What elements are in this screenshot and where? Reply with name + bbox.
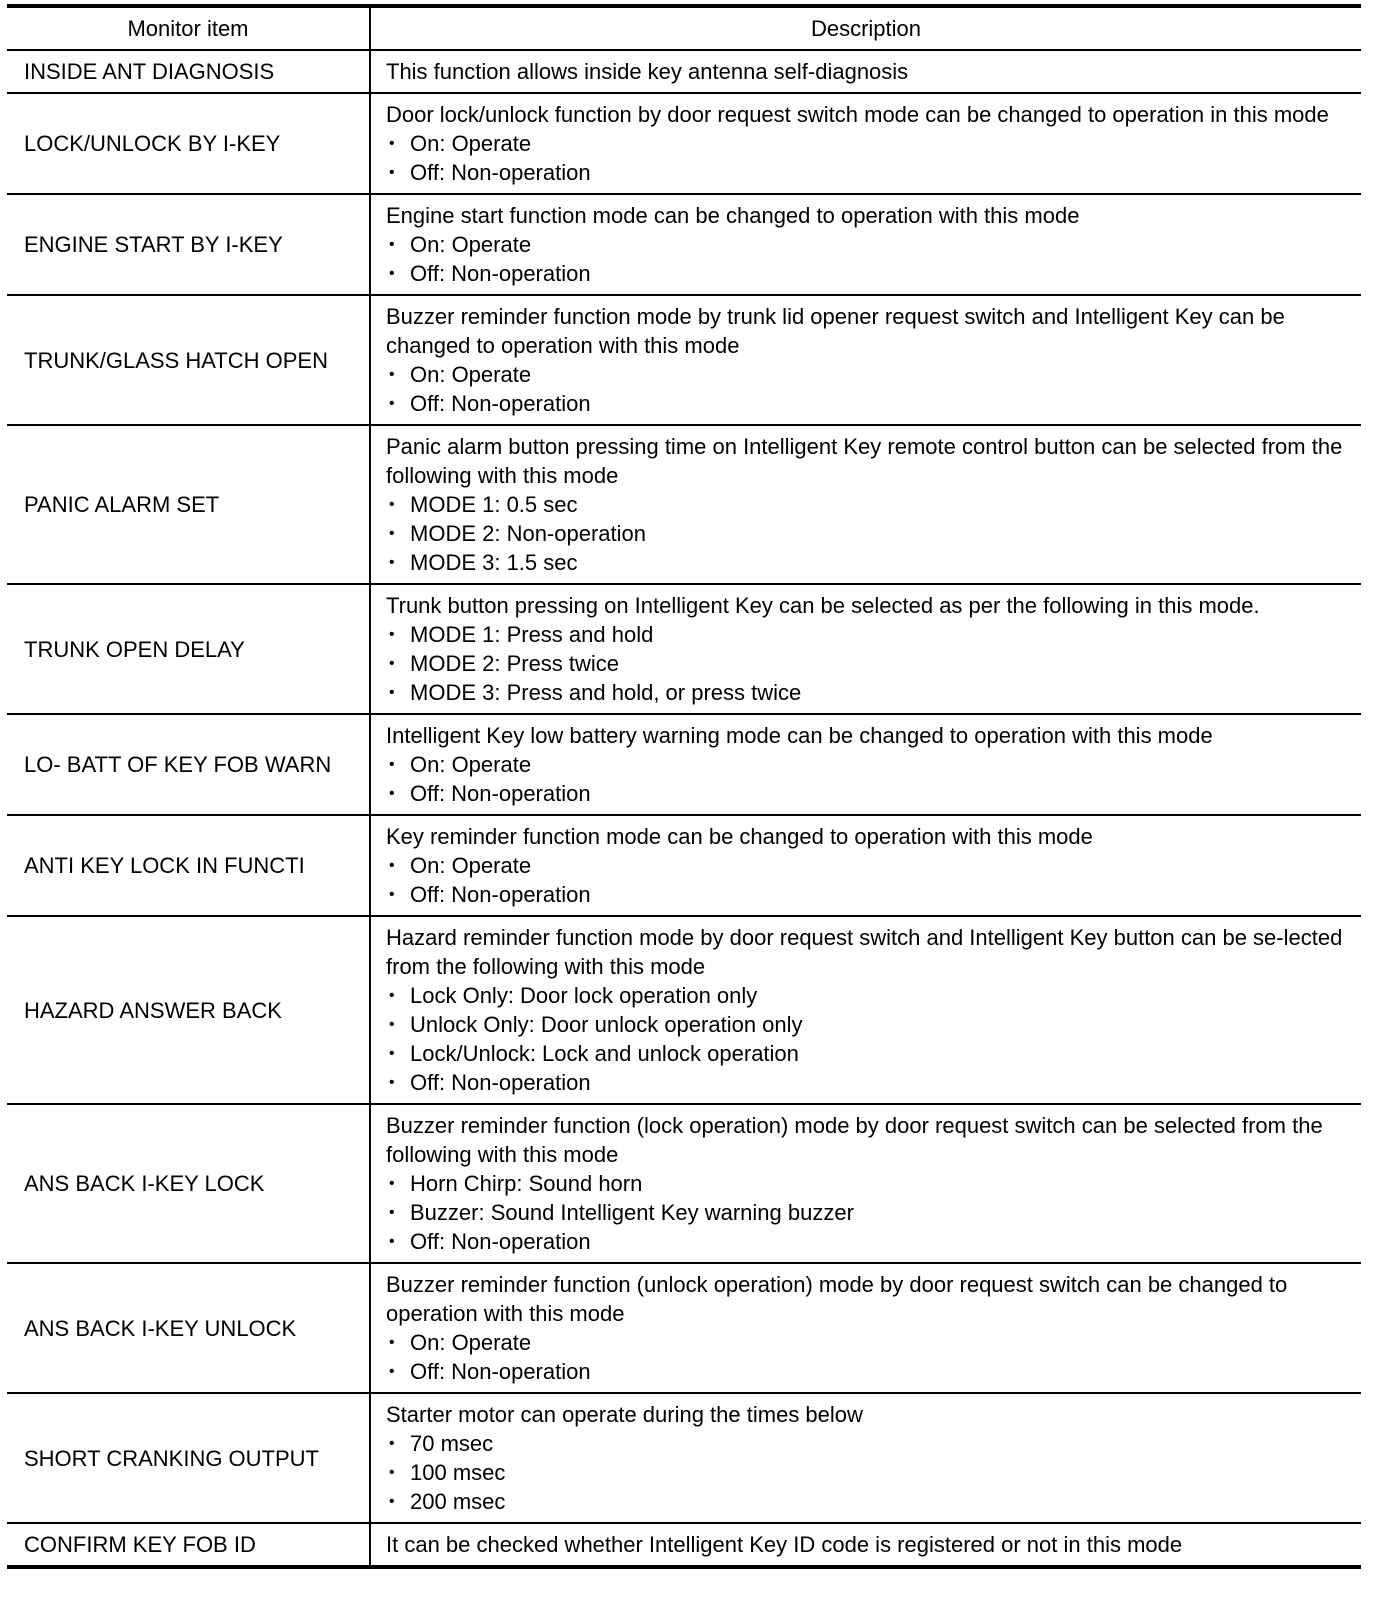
option-item: • Buzzer: Sound Intelligent Key warning buzzer (386, 1198, 1351, 1227)
description-text: Buzzer reminder function (lock operation) mode by door request switch can be selected from the following with this mode (386, 1113, 1323, 1167)
option-item: • On: Operate (386, 851, 1351, 880)
description-text: Engine start function mode can be changed to operation with this mode (386, 203, 1080, 228)
description-cell (370, 295, 1361, 425)
option-list (386, 1429, 1351, 1516)
monitor-item-cell: ANS BACK I-KEY UNLOCK (7, 1263, 370, 1393)
description-cell (370, 93, 1361, 194)
description-cell (370, 1263, 1361, 1393)
description-text: Buzzer reminder function (unlock operation) mode by door request switch can be changed to operation with this mode (386, 1272, 1288, 1326)
option-item: • 70 msec (386, 1429, 1351, 1458)
monitor-item-cell: PANIC ALARM SET (7, 425, 370, 584)
description-text: Buzzer reminder function mode by trunk lid opener request switch and Intelligent Key can be changed to operation with this mode (386, 304, 1285, 358)
table-row (7, 194, 1361, 295)
description-text: Starter motor can operate during the times below (386, 1402, 863, 1427)
monitor-item-cell: ANTI KEY LOCK IN FUNCTI (7, 815, 370, 916)
description-cell (370, 714, 1361, 815)
description-column-header: Description (370, 6, 1361, 50)
option-item: • Off: Non-operation (386, 1357, 1351, 1386)
option-item: • On: Operate (386, 360, 1351, 389)
table-row (7, 1263, 1361, 1393)
option-item: • Off: Non-operation (386, 259, 1351, 288)
monitor-item-cell: SHORT CRANKING OUTPUT (7, 1393, 370, 1523)
option-list (386, 851, 1351, 909)
table-row (7, 1393, 1361, 1523)
option-list (386, 129, 1351, 187)
monitor-item-cell: LOCK/UNLOCK BY I-KEY (7, 93, 370, 194)
description-text: It can be checked whether Intelligent Key ID code is registered or not in this mode (386, 1532, 1183, 1557)
description-cell (370, 584, 1361, 714)
option-item: • On: Operate (386, 230, 1351, 259)
option-list (386, 1328, 1351, 1386)
table-row (7, 916, 1361, 1104)
option-item: • MODE 1: Press and hold (386, 620, 1351, 649)
table-row (7, 1523, 1361, 1567)
option-item: • Off: Non-operation (386, 1068, 1351, 1097)
option-item: • Off: Non-operation (386, 1227, 1351, 1256)
option-item: • Horn Chirp: Sound horn (386, 1169, 1351, 1198)
monitor-item-cell: TRUNK OPEN DELAY (7, 584, 370, 714)
option-item: • Off: Non-operation (386, 880, 1351, 909)
monitor-item-column-header: Monitor item (7, 6, 370, 50)
option-item: • 200 msec (386, 1487, 1351, 1516)
monitor-item-cell: ENGINE START BY I-KEY (7, 194, 370, 295)
option-item: • On: Operate (386, 1328, 1351, 1357)
description-text: Key reminder function mode can be changed to operation with this mode (386, 824, 1093, 849)
option-item: • MODE 1: 0.5 sec (386, 490, 1351, 519)
option-list (386, 620, 1351, 707)
option-list (386, 230, 1351, 288)
monitor-item-table (7, 4, 1361, 1569)
option-list (386, 1169, 1351, 1256)
description-cell (370, 815, 1361, 916)
monitor-item-table-container (7, 4, 1361, 1569)
description-text: Intelligent Key low battery warning mode can be changed to operation with this mode (386, 723, 1213, 748)
table-row (7, 714, 1361, 815)
option-list (386, 981, 1351, 1097)
description-cell (370, 1104, 1361, 1263)
description-cell (370, 916, 1361, 1104)
option-item: • MODE 2: Non-operation (386, 519, 1351, 548)
option-list (386, 490, 1351, 577)
description-cell (370, 1393, 1361, 1523)
option-item: • Lock Only: Door lock operation only (386, 981, 1351, 1010)
option-item: • Unlock Only: Door unlock operation only (386, 1010, 1351, 1039)
table-row (7, 1104, 1361, 1263)
option-item: • Off: Non-operation (386, 779, 1351, 808)
option-list (386, 360, 1351, 418)
description-text: Panic alarm button pressing time on Intelligent Key remote control button can be selected from the following with this mode (386, 434, 1343, 488)
description-text: This function allows inside key antenna self-diagnosis (386, 59, 909, 84)
option-item: • On: Operate (386, 750, 1351, 779)
monitor-item-cell: LO- BATT OF KEY FOB WARN (7, 714, 370, 815)
description-cell (370, 50, 1361, 93)
table-header-row (7, 6, 1361, 50)
monitor-item-cell: HAZARD ANSWER BACK (7, 916, 370, 1104)
description-text: Door lock/unlock function by door request switch mode can be changed to operation in this mode (386, 102, 1329, 127)
description-text: Hazard reminder function mode by door request switch and Intelligent Key button can be se-lected from the following with this mode (386, 925, 1343, 979)
table-row (7, 425, 1361, 584)
description-cell (370, 194, 1361, 295)
monitor-item-cell: INSIDE ANT DIAGNOSIS (7, 50, 370, 93)
table-row (7, 50, 1361, 93)
table-body (7, 50, 1361, 1567)
option-item: • Off: Non-operation (386, 158, 1351, 187)
option-item: • Lock/Unlock: Lock and unlock operation (386, 1039, 1351, 1068)
option-list (386, 750, 1351, 808)
table-row (7, 815, 1361, 916)
option-item: • Off: Non-operation (386, 389, 1351, 418)
option-item: • MODE 3: Press and hold, or press twice (386, 678, 1351, 707)
monitor-item-cell: ANS BACK I-KEY LOCK (7, 1104, 370, 1263)
description-cell (370, 425, 1361, 584)
option-item: • MODE 3: 1.5 sec (386, 548, 1351, 577)
table-row (7, 93, 1361, 194)
option-item: • 100 msec (386, 1458, 1351, 1487)
table-row (7, 295, 1361, 425)
monitor-item-cell: CONFIRM KEY FOB ID (7, 1523, 370, 1567)
monitor-item-cell: TRUNK/GLASS HATCH OPEN (7, 295, 370, 425)
option-item: • MODE 2: Press twice (386, 649, 1351, 678)
table-row (7, 584, 1361, 714)
description-cell (370, 1523, 1361, 1567)
description-text: Trunk button pressing on Intelligent Key can be selected as per the following in this mode. (386, 593, 1260, 618)
option-item: • On: Operate (386, 129, 1351, 158)
